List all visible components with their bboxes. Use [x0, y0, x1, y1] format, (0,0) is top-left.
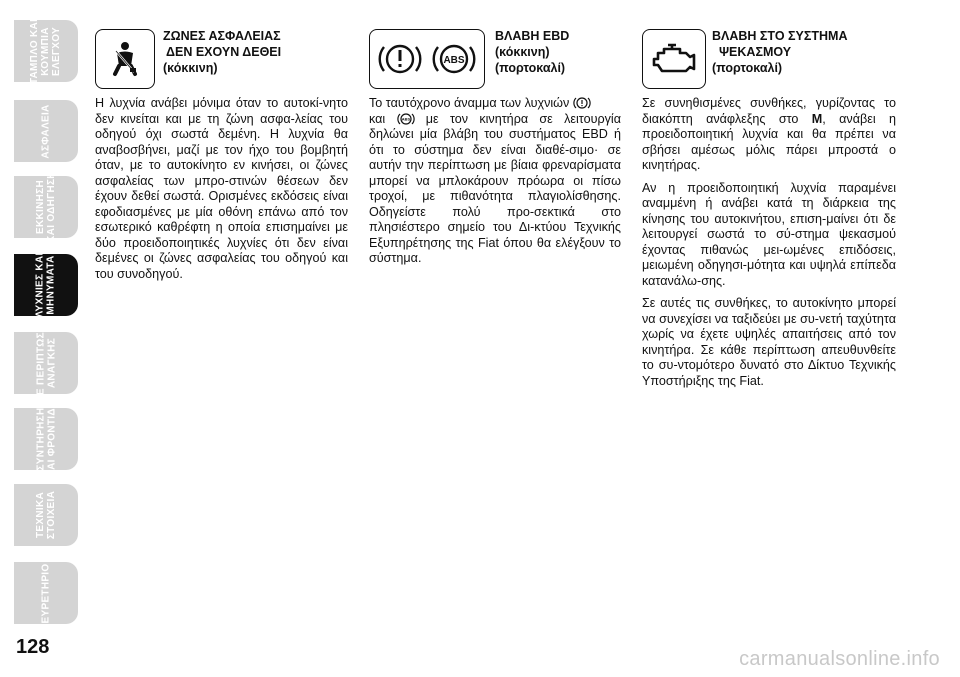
tab-maintenance[interactable] — [14, 400, 78, 478]
tab-safety[interactable] — [14, 100, 78, 162]
tab-index[interactable] — [14, 562, 78, 624]
injection-paragraph-2: Αν η προειδοποιητική λυχνία παραμένει αναμμένη ή ανάβει κατά τη διάρκεια της κίνησης του αυτοκινήτου, επιση-μαίνει ότι δε λειτουργεί σωστά το σύ-στημα ψεκασμού έχοντας πιθανώς μει-ωμένες επιδόσεις, μειωμένη οδηγησι-μότητα και υψηλά επίπεδα κατανάλω-σης. — [642, 180, 896, 288]
injection-paragraph-3: Σε αυτές τις συνθήκες, το αυτοκίνητο μπορεί να συνεχίσει να ταξιδεύει με συ-νετή ταχύτητα χωρίς να έχετε υψηλές απαιτήσεις από τον κινητήρα. Σε κάθε περίπτωση απευθυνθείτε το συ-ντομότερο δυνατό στο Δίκτυο Τεχνικής Υποστήριξης της Fiat. — [642, 296, 896, 388]
seatbelt-title: ΖΩΝΕΣ ΑΣΦΑΛΕΙΑΣ ΔΕΝ ΕΧΟΥΝ ΔΕΘΕΙ (κόκκινη) — [163, 29, 282, 75]
tab-label: ΤΕΧΝΙΚΑ ΣΤΟΙΧΕΙΑ — [34, 490, 57, 540]
chapter-sidebar — [14, 0, 78, 677]
abs-warning-icon — [434, 46, 475, 72]
tab-label: ΣΕ ΠΕΡΙΠΤΩΣΗ ΑΝΑΓΚΗΣ — [35, 324, 57, 402]
ebd-section — [369, 26, 621, 274]
page-number: 128 — [16, 636, 50, 658]
ebd-paragraph: Το ταυτόχρονο άναμμα των λυχνιών και ABS με τον κινητήρα σε λειτουργία δηλώνει μία βλάβη του συστήματος EBD ή ότι το σύστημα δεν είναι διαθέ-σιμο· σε αυτήν την περίπτωση με βίαια φρεναρίσματα μπορεί να μπλοκάρουν πρόωρα οι πίσω τροχοί, με πιθανότητα πλαγιολίσθησης. Οδηγείστε πολύ προ-σεκτικά στο πλησιέστερο σημείο του Δι-κτύου Τεχνικής Εξυπηρέτησης της Fiat όπου θα ελέγξουν το σύστημα. — [369, 96, 622, 265]
tab-label: ΣΥΝΤΗΡΗΣΗ ΚΑΙ ΦΡΟΝΤΙΔΑ — [35, 400, 57, 478]
brake-warning-icon — [380, 46, 421, 72]
seatbelt-warning-icon — [95, 29, 155, 89]
tab-label: ΤΑΜΠΛΟ ΚΑΙ ΚΟΥΜΠΙΑ ΕΛΕΓΧΟΥ — [29, 18, 63, 84]
seatbelt-section — [95, 26, 348, 289]
ebd-warning-icons — [369, 29, 485, 89]
tab-emergency[interactable] — [14, 324, 78, 402]
watermark: carmanualsonline.info — [739, 648, 940, 670]
svg-text:ABS: ABS — [443, 55, 465, 66]
tab-technical-data[interactable] — [14, 484, 78, 546]
tab-starting-driving[interactable] — [14, 171, 78, 243]
engine-warning-icon — [642, 29, 706, 89]
tab-dashboard-controls[interactable] — [14, 20, 78, 82]
abs-inline-icon — [397, 112, 415, 126]
tab-warning-lights[interactable] — [14, 254, 78, 316]
tab-label: ΕΥΡΕΤΗΡΙΟ — [40, 563, 52, 623]
tab-label: ΕΚΚΙΝΗΣΗ ΚΑΙ ΟΔΗΓΗΣΗ — [35, 171, 57, 243]
injection-title: ΒΛΑΒΗ ΣΤΟ ΣΥΣΤΗΜΑ ΨΕΚΑΣΜΟΥ (πορτοκαλί) — [712, 29, 848, 75]
ebd-title: ΒΛΑΒΗ EBD (κόκκινη) (πορτοκαλί) — [495, 29, 570, 75]
injection-section — [642, 26, 896, 396]
injection-paragraph-1: Σε συνηθισμένες συνθήκες, γυρίζοντας το διακόπτη ανάφλεξης στο M, ανάβει η προειδοποιητική λυχνία και θα πρέπει να σβήσει αμέσως μόλις πάρει μπροστά ο κινητήρας. — [642, 96, 897, 172]
brake-inline-icon — [573, 96, 591, 110]
tab-label: ΛΥΧΝΙΕΣ ΚΑΙ ΜΗΝΥΜΑΤΑ — [35, 252, 58, 318]
svg-text:ABS: ABS — [401, 116, 410, 122]
seatbelt-paragraph: Η λυχνία ανάβει μόνιμα όταν το αυτοκί-νητο δεν κινείται και με τη ζώνη ασφα-λείας του οδηγού όχι σωστά δεμένη. Η λυχνία θα αναβοσβήνει, μαζί με τον ήχο του βομβητή όταν, με το αυτοκίνητο εν κινήσει, οι ζώνες ασφαλείας των μπρο-στινών θέσεων δεν έχουν δεθεί σωστά. Ορισμένες εκδόσεις είναι εφοδιασμένες με μία οθόνη επάνω από τον εσωτερικό καθρέφτη η οποία επισημαίνει με δύο προειδοποιητικές λυχνίες ότι δεν είναι δεμένες οι ζώνες ασφαλείας του οδηγού και του συνοδηγού. — [95, 96, 348, 281]
tab-label: ΑΣΦΑΛΕΙΑ — [40, 103, 52, 159]
